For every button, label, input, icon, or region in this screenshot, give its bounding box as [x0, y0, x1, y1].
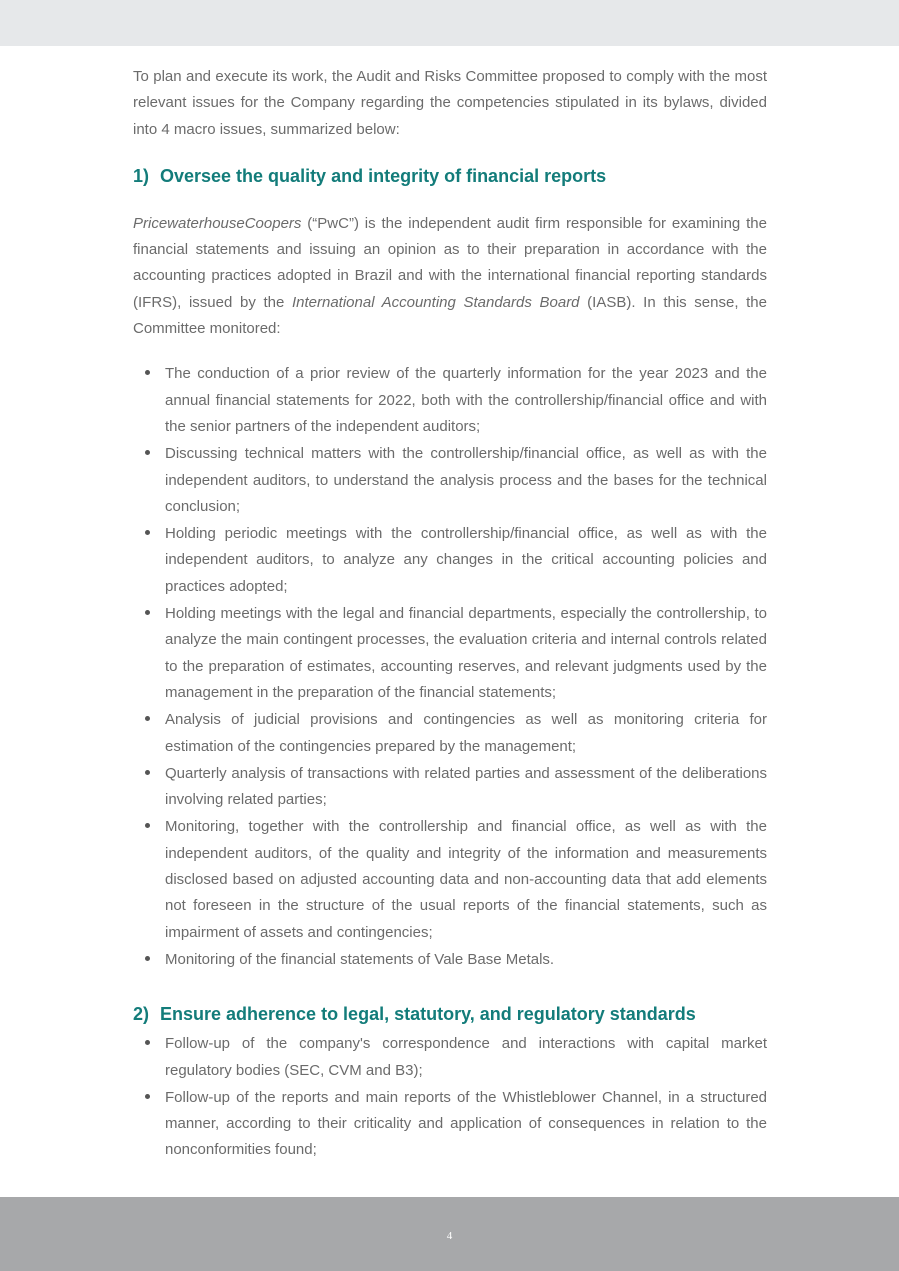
section-1-number: 1) [133, 165, 150, 186]
page-number: 4 [446, 1230, 453, 1242]
section-1-paragraph-part2: (IASB). In this sense, the Committee monitored: [133, 293, 767, 338]
document-body [133, 64, 767, 1165]
section-2-number: 2) [133, 1004, 150, 1025]
list-item: The conduction of a prior review of the quarterly information for the year 2023 and the annual financial statements for 2022, both with the controllership/financial office and with the senior partners of the independent auditors; [133, 361, 767, 440]
page-header-bar [0, 0, 899, 46]
list-item: Quarterly analysis of transactions with related parties and assessment of the deliberations involving related parties; [133, 761, 767, 814]
list-item: Monitoring of the financial statements of Vale Base Metals. [133, 947, 767, 973]
section-1-bullet-list [133, 361, 767, 973]
section-1-heading [133, 163, 767, 189]
list-item: Follow-up of the company's correspondence and interactions with capital market regulatory bodies (SEC, CVM and B3); [133, 1031, 767, 1084]
list-item: Holding meetings with the legal and financial departments, especially the controllership, to analyze the main contingent processes, the evaluation criteria and internal controls related to the preparation of estimates, accounting reserves, and relevant judgments used by the management in the preparation of the financial statements; [133, 601, 767, 706]
intro-paragraph: To plan and execute its work, the Audit and Risks Committee proposed to comply with the most relevant issues for the Company regarding the competencies stipulated in its bylaws, divided into 4 macro issues, summarized below: [133, 68, 767, 138]
list-item: Analysis of judicial provisions and contingencies as well as monitoring criteria for estimation of the contingencies prepared by the management; [133, 707, 767, 760]
list-item: Discussing technical matters with the controllership/financial office, as well as with the independent auditors, to understand the analysis process and the bases for the technical conclusion; [133, 441, 767, 520]
board-name: International Accounting Standards Board [291, 293, 580, 311]
list-item: Monitoring, together with the controllership and financial office, as well as with the independent auditors, of the quality and integrity of the information and measurements disclosed based on adjusted accounting data and non-accounting data that add elements not foreseen in the structure of the usual reports of the financial statements, such as impairment of assets and contingencies; [133, 814, 767, 945]
list-item: Follow-up of the reports and main reports of the Whistleblower Channel, in a structured manner, according to their criticality and application of consequences in relation to the nonconformities found; [133, 1085, 767, 1164]
section-2-heading [133, 1001, 767, 1027]
section-1-paragraph [133, 211, 767, 342]
section-2-title: Ensure adherence to legal, statutory, and regulatory standards [160, 1004, 696, 1025]
page-footer [0, 1197, 899, 1271]
section-1-title: Oversee the quality and integrity of financial reports [160, 165, 607, 186]
section-1-paragraph-part1: (“PwC”) is the independent audit firm responsible for examining the financial statements and issuing an opinion as to their preparation in accordance with the accounting practices adopted in Brazil and with the international financial reporting standards (IFRS), issued by the [133, 214, 767, 311]
firm-name: PricewaterhouseCoopers [133, 214, 302, 232]
list-item: Holding periodic meetings with the controllership/financial office, as well as with the independent auditors, to analyze any changes in the critical accounting policies and practices adopted; [133, 521, 767, 600]
section-2-bullet-list [133, 1031, 767, 1163]
